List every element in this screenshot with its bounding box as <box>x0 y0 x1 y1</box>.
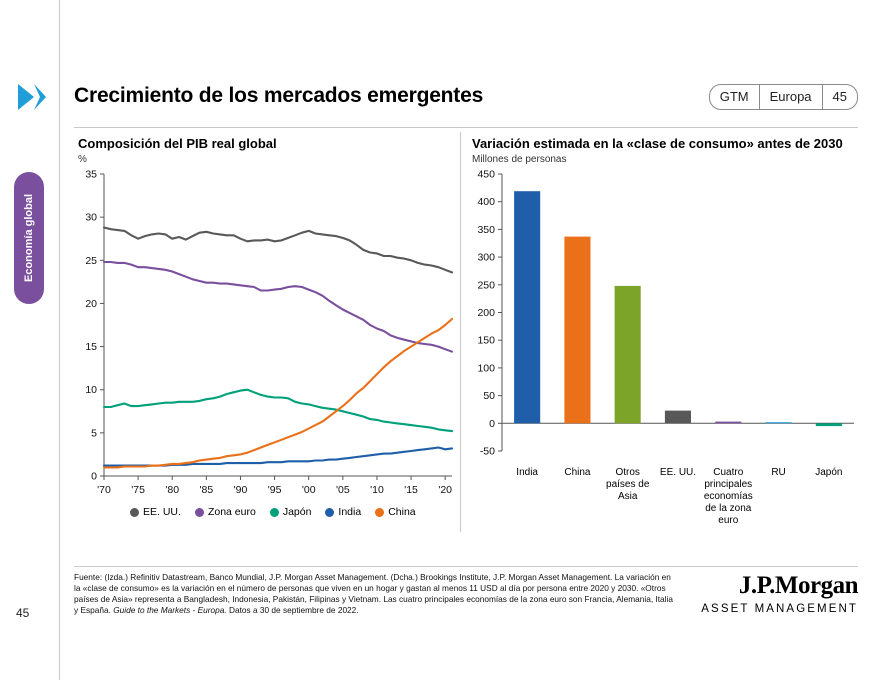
section-tab-label: Economía global <box>23 193 35 283</box>
svg-text:'15: '15 <box>404 484 418 496</box>
consumer-class-bar-chart <box>466 166 862 546</box>
svg-text:100: 100 <box>477 362 495 375</box>
svg-text:200: 200 <box>477 307 495 319</box>
page-title: Crecimiento de los mercados emergentes <box>74 84 484 107</box>
line-chart-legend <box>130 506 426 518</box>
svg-text:15: 15 <box>85 341 97 354</box>
bar-chart-svg <box>466 166 862 546</box>
bar-category-label: Cuatro principales economías de la zona euro <box>703 467 753 526</box>
svg-text:'70: '70 <box>97 484 111 496</box>
svg-text:20: 20 <box>85 297 97 310</box>
breadcrumb <box>709 84 858 110</box>
svg-text:250: 250 <box>477 279 495 292</box>
svg-text:'85: '85 <box>199 484 214 496</box>
svg-text:400: 400 <box>477 196 495 209</box>
breadcrumb-region: Europa <box>769 89 812 104</box>
right-chart-title: Variación estimada en la «clase de consumo» antes de 2030 <box>472 136 843 151</box>
legend-label: India <box>338 506 362 518</box>
legend-item <box>195 506 256 518</box>
footer-divider <box>74 566 858 567</box>
svg-text:'75: '75 <box>131 484 145 496</box>
legend-item <box>375 506 415 518</box>
svg-text:5: 5 <box>91 427 97 440</box>
svg-text:30: 30 <box>85 211 97 224</box>
bar <box>766 422 792 423</box>
svg-text:'10: '10 <box>370 484 384 496</box>
svg-text:450: 450 <box>477 168 495 181</box>
bar <box>715 422 741 424</box>
breadcrumb-page: 45 <box>832 89 847 104</box>
left-chart-title: Composición del PIB real global <box>78 136 277 151</box>
legend-swatch-icon <box>130 508 139 517</box>
svg-text:'95: '95 <box>267 484 282 496</box>
legend-label: China <box>388 506 416 518</box>
brand-logo <box>701 572 858 615</box>
source-note-italic: Guide to the Markets - Europa. <box>113 604 227 615</box>
header-divider <box>74 127 858 128</box>
bar <box>665 411 691 424</box>
svg-text:25: 25 <box>85 254 97 267</box>
svg-text:'80: '80 <box>165 484 180 496</box>
svg-text:'90: '90 <box>233 484 248 496</box>
left-vertical-rule <box>59 0 60 680</box>
source-note <box>74 572 674 616</box>
panel-divider <box>460 132 461 532</box>
legend-label: Zona euro <box>207 506 256 518</box>
chevron-right-icon <box>12 78 50 116</box>
bar-category-label: India <box>516 467 538 478</box>
svg-text:300: 300 <box>477 251 495 264</box>
legend-swatch-icon <box>270 508 279 517</box>
bar-category-label: Otros países de Asia <box>606 467 650 502</box>
svg-text:'00: '00 <box>301 484 316 496</box>
section-tab-economia-global <box>14 172 44 304</box>
brand-tagline: ASSET MANAGEMENT <box>701 603 858 615</box>
svg-text:150: 150 <box>477 334 495 347</box>
bar <box>816 423 842 426</box>
gdp-composition-line-chart <box>74 166 458 536</box>
breadcrumb-gtm: GTM <box>719 89 749 104</box>
legend-swatch-icon <box>195 508 204 517</box>
legend-swatch-icon <box>375 508 384 517</box>
bar <box>514 191 540 423</box>
legend-item <box>325 506 361 518</box>
page-number: 45 <box>16 606 30 620</box>
svg-text:'20: '20 <box>438 484 453 496</box>
legend-item <box>130 506 181 518</box>
source-note-text: Fuente: (Izda.) Refinitiv Datastream, Banco Mundial, J.P. Morgan Asset Management. (Dcha.) Brookings Institute, J.P. Morgan Asset Management. La variación en la «clase de consumo» es la variación en el número de personas que viven en un hogar y gastan al menos 11 USD al día por persona entre 2020 y 2030. «Otros países de Asia» representa a Bangladesh, Indonesia, Pakistán, Filipinas y Vietnam. Las cuatro principales economías de la zona euro son Francia, Alemania, Italia y España. <box>74 572 673 615</box>
bar-category-label: EE. UU. <box>659 467 697 478</box>
bar-category-label: RU <box>771 467 786 478</box>
legend-item <box>270 506 312 518</box>
svg-text:0: 0 <box>489 417 495 430</box>
bar <box>564 237 590 424</box>
svg-text:'05: '05 <box>335 484 350 496</box>
svg-text:35: 35 <box>85 168 97 181</box>
svg-text:50: 50 <box>483 390 495 403</box>
source-note-tail: Datos a 30 de septiembre de 2022. <box>226 604 359 615</box>
svg-text:350: 350 <box>477 223 495 236</box>
bar-category-label: China <box>564 467 591 478</box>
legend-swatch-icon <box>325 508 334 517</box>
bar-category-label: Japón <box>815 467 843 478</box>
svg-text:10: 10 <box>85 384 97 397</box>
right-chart-unit: Millones de personas <box>472 154 567 165</box>
bar <box>615 286 641 423</box>
line-chart-svg <box>74 166 458 536</box>
svg-text:0: 0 <box>91 470 97 483</box>
legend-label: Japón <box>282 506 312 518</box>
left-chart-unit: % <box>78 154 87 165</box>
brand-name: J.P.Morgan <box>738 572 858 599</box>
legend-label: EE. UU. <box>143 506 181 518</box>
svg-text:-50: -50 <box>479 445 495 458</box>
